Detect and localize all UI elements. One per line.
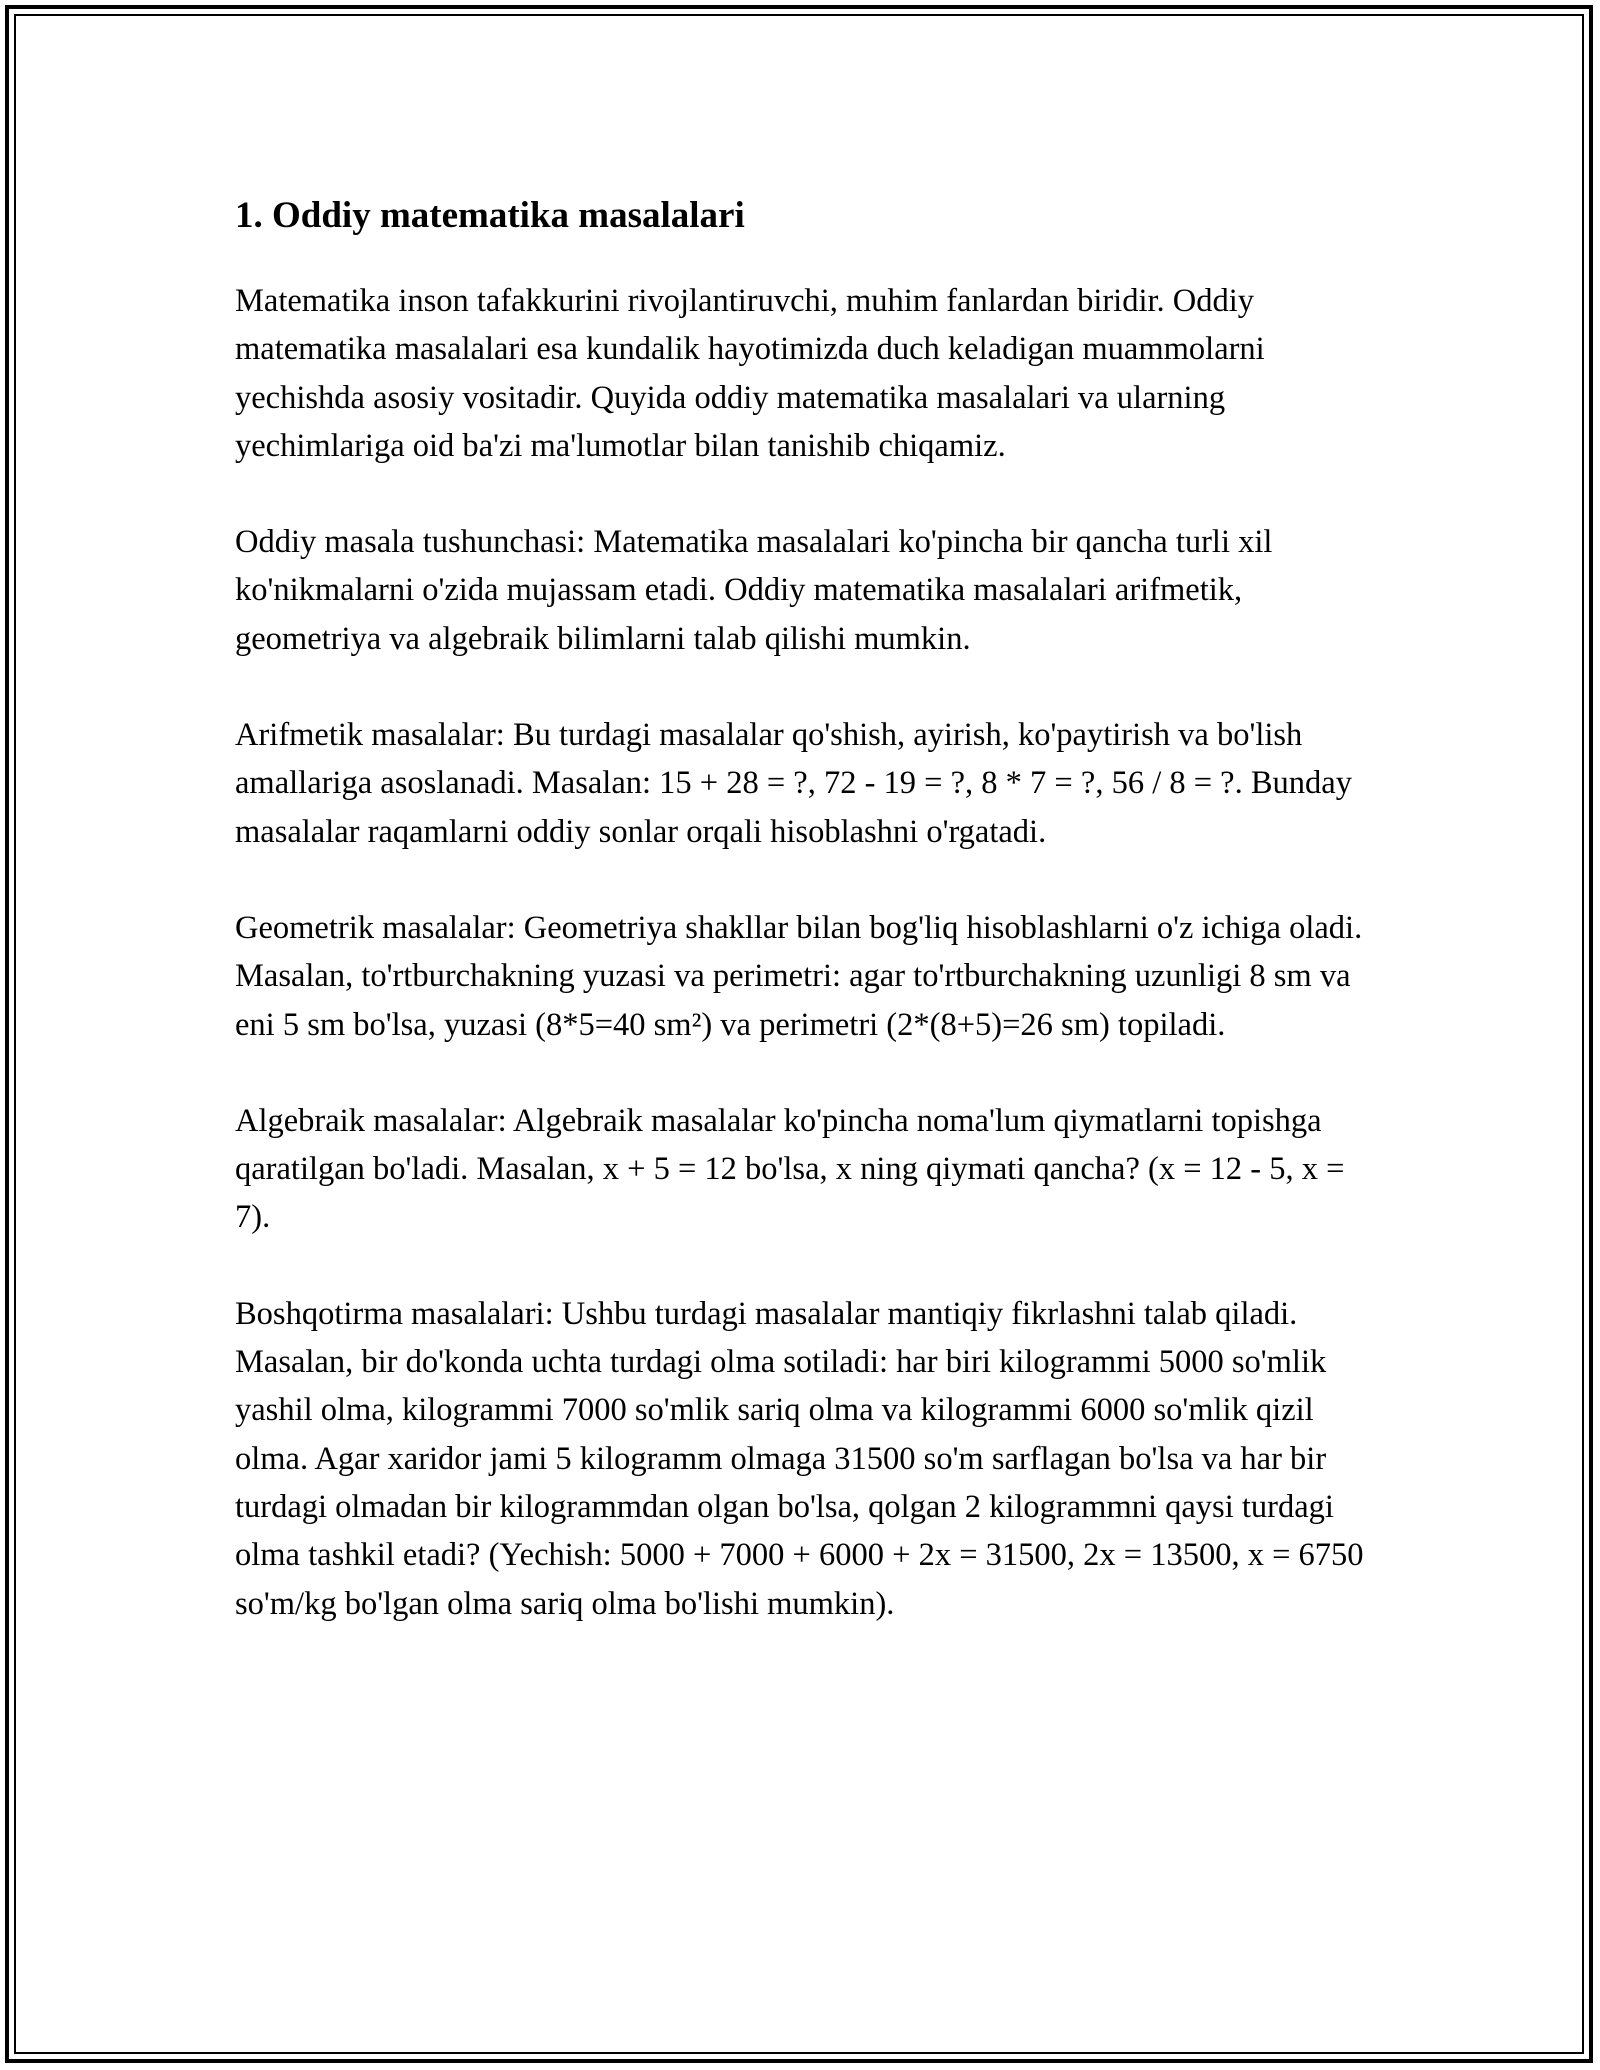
paragraph-arithmetic-problems: Arifmetik masalalar: Bu turdagi masalalar qo'shish, ayirish, ko'paytirish va bo'lish amallariga asoslanadi. Masalan: 15 + 28 = ?, 72 - 19 = ?, 8 * 7 = ?, 56 / 8 = ?. Bunday masalalar raqamlarni oddiy sonlar orqali hisoblashni o'rgatadi. <box>235 717 1352 850</box>
paragraph-puzzle-problems: Boshqotirma masalalari: Ushbu turdagi masalalar mantiqiy fikrlashni talab qiladi. Masalan, bir do'konda uchta turdagi olma sotiladi: har biri kilogrammi 5000 so'mlik yashil olma, kilogrammi 7000 so'mlik sariq olma va kilogrammi 6000 so'mlik qizil olma. Agar xaridor jami 5 kilogramm olmaga 31500 so'm sarflagan bo'lsa va har bir turdagi olmadan bir kilogrammdan olgan bo'lsa, qolgan 2 kilogrammni qaysi turdagi olma tashkil etadi? (Yechish: 5000 + 7000 + 6000 + 2x = 31500, 2x = 13500, x = 6750 so'm/kg bo'lgan olma sariq olma bo'lishi mumkin). <box>235 1295 1364 1622</box>
paragraph-geometric-problems: Geometrik masalalar: Geometriya shakllar bilan bog'liq hisoblashlarni o'z ichiga oladi. Masalan, to'rtburchakning yuzasi va perimetri: agar to'rtburchakning uzunligi 8 sm va eni 5 sm bo'lsa, yuzasi (8*5=40 sm²) va perimetri (2*(8+5)=26 sm) topiladi. <box>235 909 1363 1043</box>
paragraph-simple-problem-concept: Oddiy masala tushunchasi: Matematika masalalari ko'pincha bir qancha turli xil ko'nikmalarni o'zida mujassam etadi. Oddiy matematika masalalari arifmetik, geometriya va algebraik bilimlarni talab qilishi mumkin. <box>235 524 1273 657</box>
document-body <box>235 183 1375 1676</box>
section-heading: 1. Oddiy matematika masalalari <box>235 195 745 236</box>
paragraph-algebraic-problems: Algebraik masalalar: Algebraik masalalar ko'pincha noma'lum qiymatlarni topishga qaratilgan bo'ladi. Masalan, x + 5 = 12 bo'lsa, x ning qiymati qancha? (x = 12 - 5, x = 7). <box>235 1102 1345 1236</box>
paragraph-introduction: Matematika inson tafakkurini rivojlantiruvchi, muhim fanlardan biridir. Oddiy matematika masalalari esa kundalik hayotimizda duch keladigan muammolarni yechishda asosiy vositadir. Quyida oddiy matematika masalalari va ularning yechimlariga oid ba'zi ma'lumotlar bilan tanishib chiqamiz. <box>235 283 1265 464</box>
